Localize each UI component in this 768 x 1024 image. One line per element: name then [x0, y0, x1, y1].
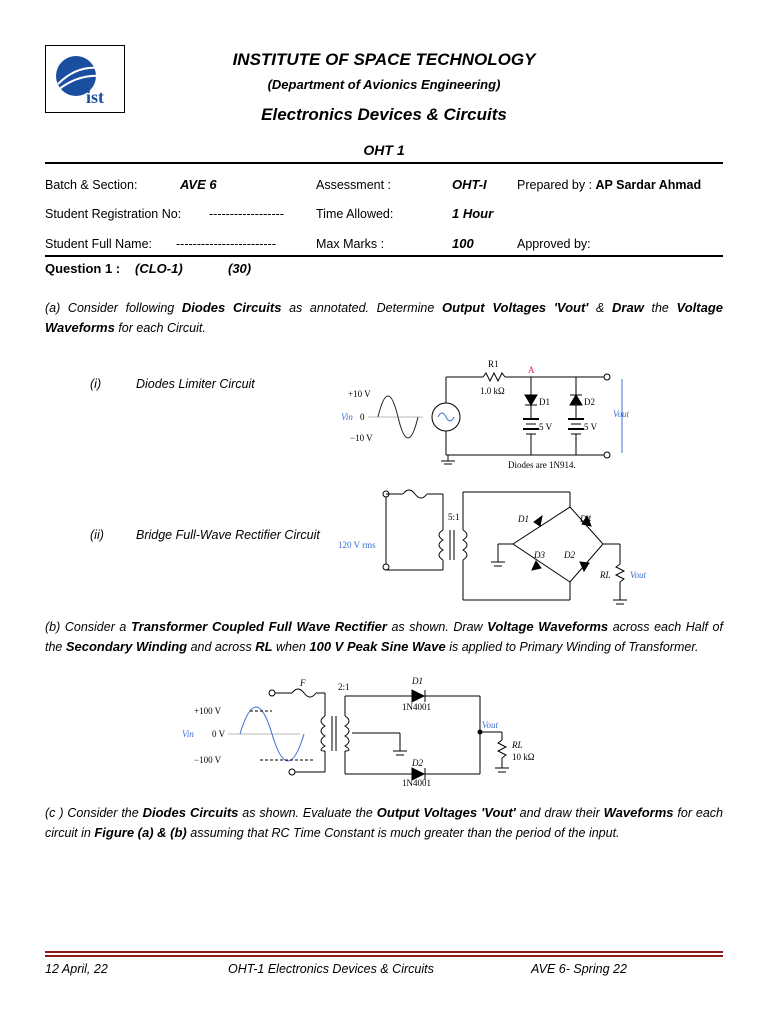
name-label: Student Full Name:: [45, 237, 152, 251]
d1-label: D1: [518, 514, 529, 524]
vin-label: Vin: [341, 412, 353, 422]
institute-name: INSTITUTE OF SPACE TECHNOLOGY: [232, 50, 536, 69]
footer-rule-top: [45, 951, 723, 953]
vin-neg: −10 V: [350, 433, 373, 443]
prepared-value: AP Sardar Ahmad: [595, 178, 702, 192]
d4-label: D4: [580, 514, 591, 524]
footer-rule-bottom: [45, 955, 723, 957]
d1-label: D1: [539, 397, 550, 407]
ratio-label: 2:1: [338, 682, 350, 692]
info-rule: [45, 255, 723, 257]
part-c-text: (c ) Consider the Diodes Circuits as shown. Evaluate the Output Voltages 'Vout' and draw their Waveforms for each circuit in Figure (a) & (b) assuming that RC Time Constant is much greater than the period of the input.: [45, 805, 723, 840]
d2-label: D2: [412, 758, 423, 768]
rl-value: 10 kΩ: [512, 752, 535, 762]
prepared-label: Prepared by :: [517, 178, 593, 192]
assessment-value: OHT-I: [452, 177, 487, 192]
question-marks: (30): [228, 261, 252, 276]
v1-label: 5 V: [539, 422, 553, 432]
center-tap-rectifier-figure: [180, 676, 560, 786]
prepared-by: [517, 178, 701, 192]
fuse-label: F: [300, 678, 306, 688]
reg-label: Student Registration No:: [45, 207, 182, 221]
approved-label: Approved by:: [517, 237, 591, 251]
reg-value: ------------------: [209, 207, 284, 221]
batch-label: Batch & Section:: [45, 178, 138, 192]
r1-value: 1.0 kΩ: [480, 386, 505, 396]
batch-value: AVE 6: [180, 177, 217, 192]
limiter-circuit-figure: [338, 355, 638, 475]
part-i-num: (i): [90, 377, 102, 391]
footer-title: OHT-1 Electronics Devices & Circuits: [228, 962, 434, 976]
d1-part: 1N4001: [402, 702, 431, 712]
course-title: Electronics Devices & Circuits: [261, 105, 507, 124]
vout-label: Vout: [482, 720, 499, 730]
vin-pos: +100 V: [194, 706, 222, 716]
part-ii-num: (ii): [90, 528, 104, 542]
source-label: 120 V rms: [338, 540, 376, 550]
footer-date: 12 April, 22: [45, 962, 108, 976]
vin-neg: −100 V: [194, 755, 222, 765]
v2-label: 5 V: [584, 422, 598, 432]
bridge-rectifier-figure: [338, 482, 658, 612]
assessment-label: Assessment :: [316, 178, 392, 192]
d3-label: D3: [534, 550, 545, 560]
rl-label: RL: [512, 740, 523, 750]
ratio-label: 5:1: [448, 512, 460, 522]
diode-note: Diodes are 1N914.: [508, 460, 576, 470]
name-value: ------------------------: [176, 237, 276, 251]
r1-label: R1: [488, 359, 499, 369]
time-label: Time Allowed:: [316, 207, 394, 221]
vout-label: Vout: [613, 409, 630, 419]
d2-part: 1N4001: [402, 778, 431, 786]
question-clo: (CLO-1): [135, 261, 183, 276]
question-title: Question 1 :: [45, 261, 121, 276]
vin-pos: +10 V: [348, 389, 371, 399]
vin-zero: 0: [360, 412, 365, 422]
d2-label: D2: [584, 397, 595, 407]
part-ii-label: Bridge Full-Wave Rectifier Circuit: [136, 528, 320, 542]
header-rule: [45, 162, 723, 164]
rl-label: RL: [600, 570, 611, 580]
part-b-text: (b) Consider a Transformer Coupled Full Wave Rectifier as shown. Draw Voltage Waveforms across each Half of the Secondary Winding and across RL when 100 V Peak Sine Wave is applied to Primary Winding of Transformer.: [45, 619, 723, 654]
node-a: A: [528, 365, 535, 375]
d2-label: D2: [564, 550, 575, 560]
footer-batch: AVE 6- Spring 22: [531, 962, 627, 976]
marks-value: 100: [452, 236, 474, 251]
department: (Department of Avionics Engineering): [267, 77, 501, 92]
logo-text: ist: [86, 87, 104, 107]
time-value: 1 Hour: [452, 206, 494, 221]
part-i-label: Diodes Limiter Circuit: [136, 377, 255, 391]
vin-label: Vin: [182, 729, 194, 739]
vout-label: Vout: [630, 570, 647, 580]
marks-label: Max Marks :: [316, 237, 385, 251]
exam-title: OHT 1: [363, 142, 405, 158]
d1-label: D1: [412, 676, 423, 686]
vin-zero: 0 V: [212, 729, 226, 739]
part-a-text: (a) Consider following Diodes Circuits as annotated. Determine Output Voltages 'Vout' & Draw the Voltage Waveforms for each Circuit.: [45, 300, 723, 335]
